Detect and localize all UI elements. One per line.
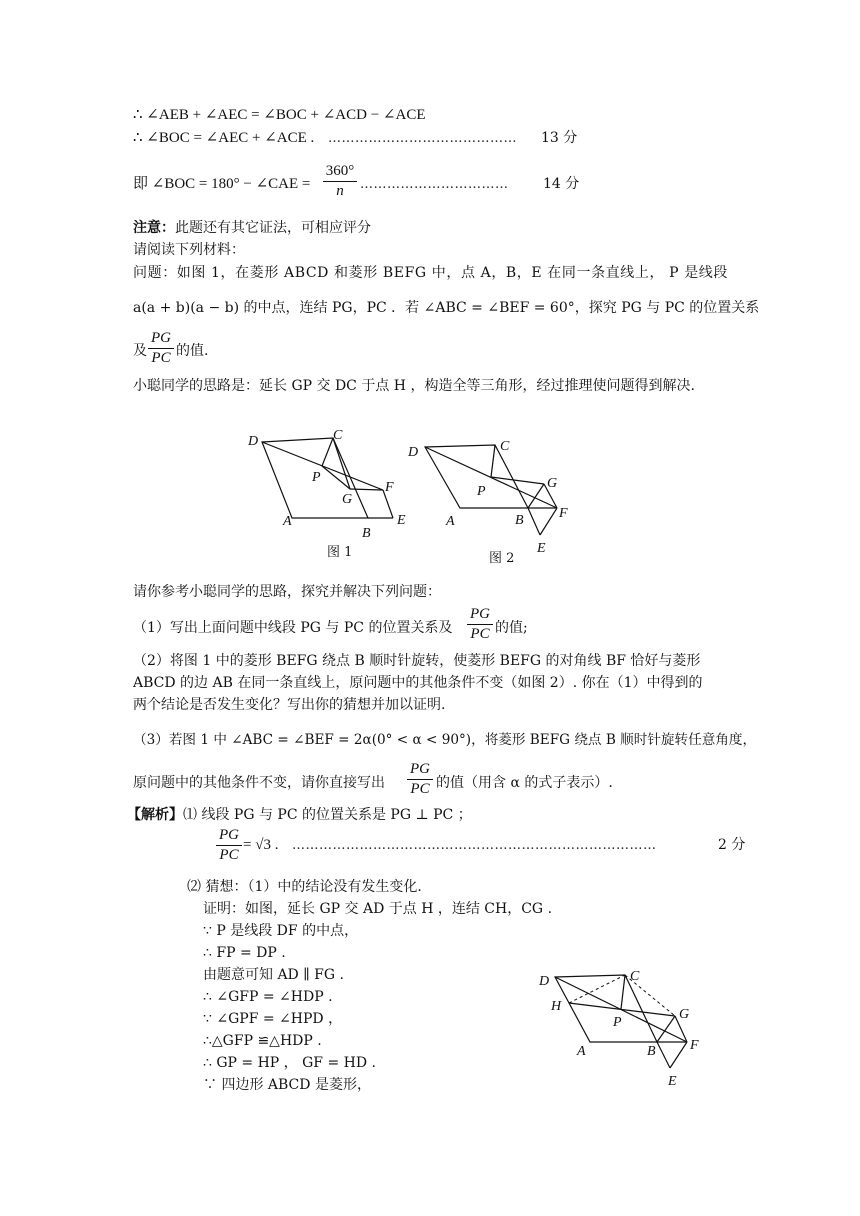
question-2-line-3: 两个结论是否发生变化？写出你的猜想并加以证明. [133, 697, 446, 713]
question-2-line-2: ABCD 的边 AB 在同一条直线上，原问题中的其他条件不变（如图 2）. 你在（1）中得到的 [133, 675, 703, 691]
label-b: B [647, 1044, 656, 1059]
question-3-line-2-suffix: 的值（用含 α 的式子表示）. [436, 775, 613, 791]
label-g: G [679, 1007, 690, 1022]
label-p: P [477, 484, 486, 499]
fraction-pg-pc [148, 330, 174, 367]
questions-intro: 请你参考小聪同学的思路，探究并解决下列问题： [133, 584, 441, 600]
score-dots: ……………………………………………………………………… [292, 838, 657, 853]
figure-1-caption: 图 1 [327, 545, 353, 560]
fraction-pg-pc-q1 [467, 606, 493, 643]
problem-line-3-suffix: 的值. [176, 343, 209, 359]
score-13: 13 分 [541, 130, 578, 146]
material-intro: 请阅读下列材料： [133, 242, 245, 258]
figure-2-caption: 图 2 [489, 551, 515, 566]
solution-part-2-heading: ⑵ 猜想：（1）中的结论没有发生变化. [187, 879, 422, 895]
figure-3 [535, 965, 710, 1090]
proof-line-3: ∴ FP = DP . [203, 945, 286, 961]
equation-line-2: ∴ ∠BOC = ∠AEC + ∠ACE . [133, 130, 315, 146]
score-dots: …………………………… [360, 177, 509, 192]
fraction-numerator: PG [219, 827, 239, 843]
label-p: P [312, 470, 321, 485]
proof-line-8: ∴ GP = HP ， GF = HD . [203, 1055, 376, 1071]
fraction-numerator: PG [410, 761, 430, 777]
label-g: G [547, 476, 558, 491]
equation-line-1: ∴ ∠AEB + ∠AEC = ∠BOC + ∠ACD − ∠ACE [133, 107, 426, 123]
label-d: D [248, 434, 259, 449]
label-c: C [500, 439, 510, 454]
label-a: A [283, 514, 292, 529]
fraction-360-n [323, 163, 357, 200]
question-1-suffix: 的值; [495, 620, 528, 636]
label-f: F [385, 480, 394, 495]
label-e: E [397, 513, 406, 528]
label-b: B [362, 526, 371, 541]
proof-line-2: ∵ P 是线段 DF 的中点， [203, 923, 359, 939]
equation-line-3: 即 ∠BOC = 180° − ∠CAE = [133, 176, 311, 192]
score-dots: …………………………………… [328, 131, 517, 146]
question-3-line-2-prefix: 原问题中的其他条件不变，请你直接写出 [133, 775, 385, 791]
note [133, 219, 371, 237]
fraction-numerator: PG [470, 606, 490, 622]
score-14: 14 分 [543, 176, 580, 192]
fraction-denominator: PC [219, 847, 239, 863]
fraction-denominator: PC [410, 781, 430, 797]
score-2: 2 分 [718, 837, 746, 853]
fraction-numerator: 360° [325, 163, 355, 179]
problem-line-1: 问题：如图 1，在菱形 ABCD 和菱形 BEFG 中，点 A，B，E 在同一条直线上， P 是线段 [133, 265, 728, 281]
solution-label: 【解析】 [127, 807, 183, 823]
label-h: H [551, 999, 562, 1014]
label-d: D [539, 974, 550, 989]
proof-line-5: ∴ ∠GFP = ∠HDP . [203, 989, 333, 1005]
question-3-line-1: （3）若图 1 中 ∠ABC = ∠BEF = 2α(0° < α < 90°)，将菱形 BEFG 绕点 B 顺时针旋转任意角度， [133, 732, 757, 748]
label-e: E [668, 1074, 677, 1089]
solution-part-1: ⑴ 线段 PG 与 PC 的位置关系是 PG ⊥ PC ； [183, 807, 472, 823]
proof-line-9: ∵ 四边形 ABCD 是菱形， [203, 1077, 371, 1093]
proof-line-7: ∴△GFP ≌△HDP . [203, 1033, 322, 1049]
note-label: 注意： [133, 220, 175, 236]
label-c: C [333, 428, 343, 443]
solution-line-1 [127, 806, 472, 824]
idea-line: 小聪同学的思路是：延长 GP 交 DC 于点 H ，构造全等三角形，经过推理使问题得到解决. [133, 378, 695, 394]
fraction-pg-pc-q3 [407, 761, 433, 798]
answer-value: = √3 . [243, 837, 279, 853]
proof-line-1: 证明：如图，延长 GP 交 AD 于点 H ，连结 CH，CG . [203, 901, 553, 917]
problem-line-2: a(a + b)(a − b) 的中点，连结 PG，PC ．若 ∠ABC = ∠BEF = 60°，探究 PG 与 PC 的位置关系 [133, 300, 760, 316]
proof-line-4: 由题意可知 AD ∥ FG . [203, 967, 344, 983]
proof-line-6: ∵ ∠GPF = ∠HPD ， [203, 1011, 343, 1027]
fraction-denominator: PC [470, 626, 490, 642]
problem-line-3-prefix: 及 [133, 343, 147, 359]
label-a: A [446, 514, 455, 529]
label-f: F [559, 506, 568, 521]
note-text: 此题还有其它证法，可相应评分 [175, 220, 371, 236]
label-c: C [630, 969, 640, 984]
fraction-denominator: n [336, 183, 344, 199]
label-e: E [537, 541, 546, 556]
label-d: D [408, 445, 419, 460]
question-2-line-1: （2）将图 1 中的菱形 BEFG 绕点 B 顺时针旋转，使菱形 BEFG 的对角线 BF 恰好与菱形 [133, 653, 701, 669]
figure-1 [240, 425, 420, 545]
fraction-denominator: PC [151, 350, 171, 366]
question-1-prefix: （1）写出上面问题中线段 PG 与 PC 的位置关系及 [133, 620, 453, 636]
label-b: B [515, 513, 524, 528]
label-p: P [613, 1015, 622, 1030]
label-a: A [577, 1044, 586, 1059]
fraction-numerator: PG [151, 330, 171, 346]
fraction-pg-pc-answer [216, 827, 242, 864]
label-g: G [342, 492, 353, 507]
label-f: F [690, 1038, 699, 1053]
figure-2 [405, 435, 580, 560]
